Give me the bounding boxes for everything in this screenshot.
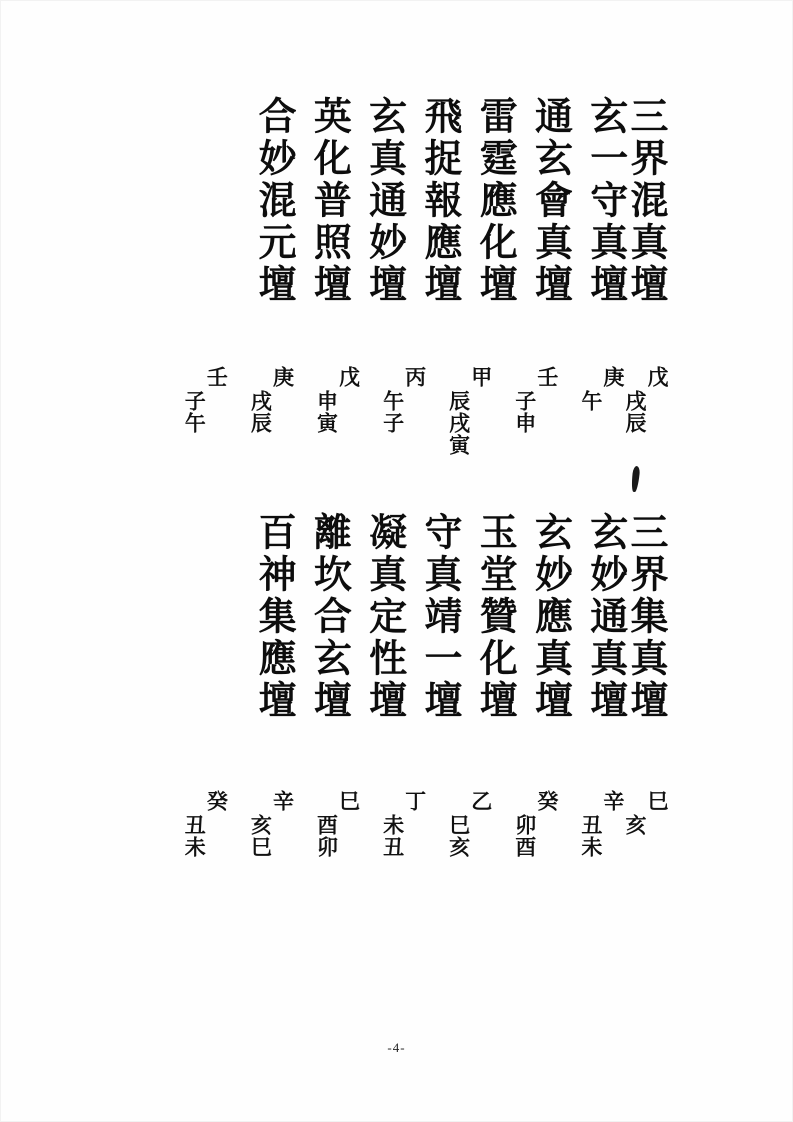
ganzhi-stem: 甲 bbox=[468, 366, 494, 388]
text-column: 玄妙通真壇 bbox=[583, 512, 629, 722]
ganzhi-stem: 辛 bbox=[600, 790, 626, 812]
ganzhi-branch: 卯酉 bbox=[512, 814, 538, 858]
section-1-columns bbox=[196, 96, 669, 306]
text-column: 玄妙應真壇 bbox=[528, 512, 574, 722]
ganzhi-branch: 巳亥 bbox=[446, 814, 472, 858]
text-column: 守真靖一壇 bbox=[417, 512, 463, 722]
ganzhi-pair bbox=[248, 366, 296, 434]
ganzhi-branch: 申寅 bbox=[314, 390, 340, 434]
ganzhi-stem: 戊 bbox=[645, 366, 670, 388]
ganzhi-stem: 辛 bbox=[270, 790, 296, 812]
text-column: 百神集應壇 bbox=[252, 512, 298, 722]
ganzhi-branch: 午 bbox=[578, 390, 604, 412]
ganzhi-pair bbox=[512, 790, 560, 858]
ganzhi-pair bbox=[578, 790, 626, 858]
ganzhi-pair bbox=[314, 366, 362, 434]
ganzhi-branch: 丑未 bbox=[578, 814, 604, 858]
ganzhi-stem: 庚 bbox=[600, 366, 626, 388]
ganzhi-stem: 癸 bbox=[204, 790, 230, 812]
ganzhi-pair bbox=[446, 790, 494, 858]
ganzhi-stem: 巳 bbox=[645, 790, 670, 812]
section-2-ganzhi-row bbox=[182, 790, 670, 858]
ganzhi-branch: 亥巳 bbox=[248, 814, 274, 858]
text-column: 三界混真壇 bbox=[624, 96, 669, 306]
ganzhi-branch: 丑未 bbox=[182, 814, 208, 858]
text-column: 飛捉報應壇 bbox=[417, 96, 463, 306]
ganzhi-branch: 子申 bbox=[512, 390, 538, 434]
ink-speck bbox=[631, 466, 641, 493]
text-column: 玄一守真壇 bbox=[583, 96, 629, 306]
page-number: -4- bbox=[387, 1040, 406, 1055]
ganzhi-branch: 戌辰 bbox=[622, 390, 648, 434]
text-column: 通玄會真壇 bbox=[528, 96, 574, 306]
ganzhi-branch: 亥 bbox=[622, 814, 648, 836]
ganzhi-stem: 壬 bbox=[534, 366, 560, 388]
ganzhi-branch: 戌辰 bbox=[248, 390, 274, 434]
text-column: 玉堂贊化壇 bbox=[473, 512, 519, 722]
ganzhi-branch: 子午 bbox=[182, 390, 208, 434]
ganzhi-stem: 丁 bbox=[402, 790, 428, 812]
ganzhi-stem: 戊 bbox=[336, 366, 362, 388]
ganzhi-pair bbox=[380, 366, 428, 434]
text-column: 合妙混元壇 bbox=[252, 96, 298, 306]
section-1-ganzhi-row bbox=[182, 366, 670, 456]
ganzhi-stem: 巳 bbox=[336, 790, 362, 812]
text-column: 三界集真壇 bbox=[624, 512, 669, 722]
ganzhi-pair bbox=[622, 790, 670, 836]
text-column: 英化普照壇 bbox=[307, 96, 353, 306]
text-column: 凝真定性壇 bbox=[362, 512, 408, 722]
ganzhi-stem: 壬 bbox=[204, 366, 230, 388]
text-column: 雷霆應化壇 bbox=[473, 96, 519, 306]
ganzhi-stem: 乙 bbox=[468, 790, 494, 812]
ganzhi-branch: 午子 bbox=[380, 390, 406, 434]
text-column: 離坎合玄壇 bbox=[307, 512, 353, 722]
text-column: 玄真通妙壇 bbox=[362, 96, 408, 306]
ganzhi-branch: 辰戌寅 bbox=[446, 390, 472, 456]
ganzhi-pair bbox=[248, 790, 296, 858]
ganzhi-pair bbox=[446, 366, 494, 456]
ganzhi-pair bbox=[182, 366, 230, 434]
ganzhi-pair bbox=[622, 366, 670, 434]
ganzhi-stem: 丙 bbox=[402, 366, 428, 388]
ganzhi-pair bbox=[182, 790, 230, 858]
ganzhi-stem: 庚 bbox=[270, 366, 296, 388]
section-2-columns bbox=[196, 512, 669, 722]
ganzhi-stem: 癸 bbox=[534, 790, 560, 812]
ganzhi-branch: 未丑 bbox=[380, 814, 406, 858]
ganzhi-pair bbox=[512, 366, 560, 434]
ganzhi-pair bbox=[314, 790, 362, 858]
ganzhi-pair bbox=[578, 366, 626, 412]
ganzhi-branch: 酉卯 bbox=[314, 814, 340, 858]
ganzhi-pair bbox=[380, 790, 428, 858]
